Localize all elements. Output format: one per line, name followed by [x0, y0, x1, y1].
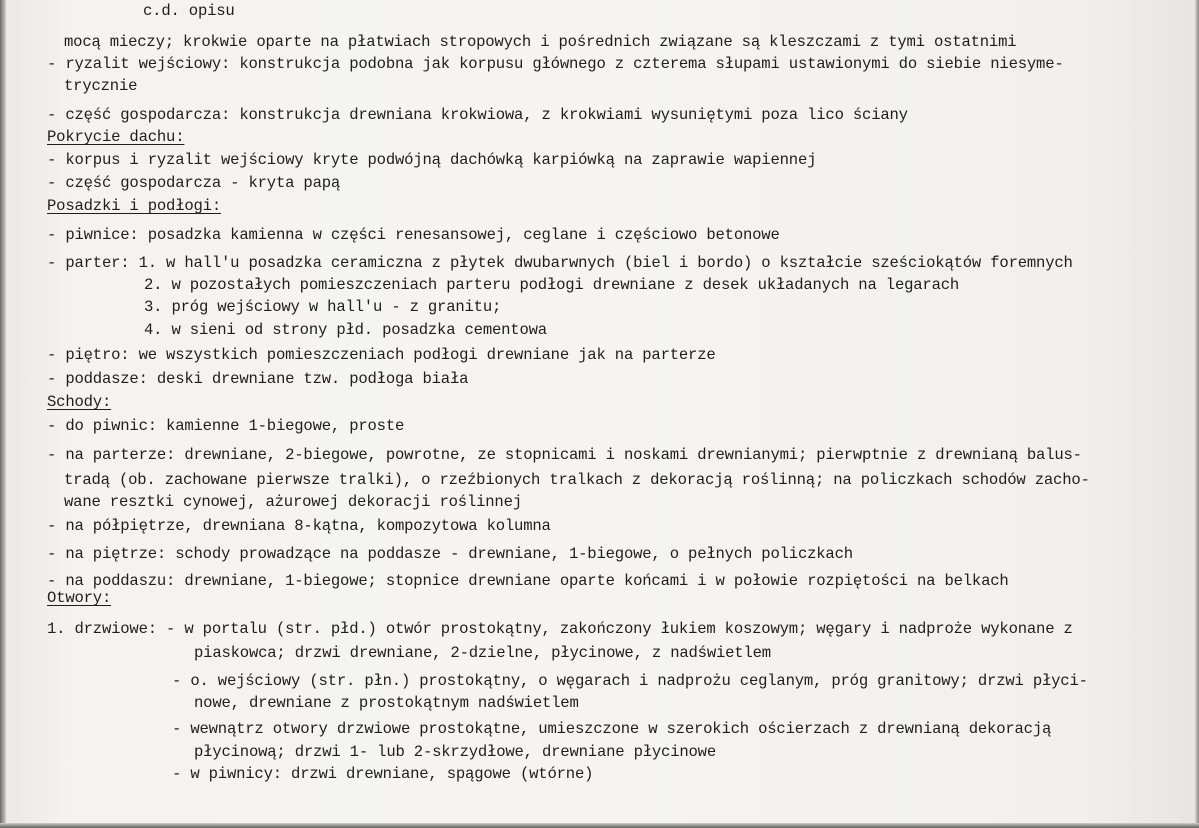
text-line: - na piętrze: schody prowadzące na poddasze - drewniane, 1-biegowe, o pełnych policzkach — [47, 545, 853, 563]
text-line: 1. drzwiowe: - w portalu (str. płd.) otwór prostokątny, zakończony łukiem koszowym; węgary i nadproże wykonane z — [47, 620, 1073, 638]
text-line: tradą (ob. zachowane pierwsze tralki), o rzeźbionych tralkach z dekoracją roślinną; na policzkach schodów zacho- — [64, 471, 1090, 489]
text-line: mocą mieczy; krokwie oparte na płatwiach stropowych i pośrednich związane są kleszczami z tymi ostatnimi — [64, 33, 1017, 51]
text-line: - część gospodarcza - kryta papą — [47, 174, 341, 192]
text-line: - piwnice: posadzka kamienna w części renesansowej, ceglane i częściowo betonowe — [47, 226, 780, 244]
scan-edge-bottom — [0, 823, 1199, 828]
text-line: - ryzalit wejściowy: konstrukcja podobna jak korpusu głównego z czterema słupami ustawionymi do siebie niesyme- — [47, 55, 1064, 73]
text-line: - o. wejściowy (str. płn.) prostokątny, o węgarach i nadprożu ceglanym, próg granitowy; drzwi płyci- — [172, 672, 1088, 690]
text-line: - na parterze: drewniane, 2-biegowe, powrotne, ze stopnicami i noskami drewnianymi; pierwptnie z drewnianą balus- — [47, 446, 1082, 464]
text-line: - na poddaszu: drewniane, 1-biegowe; stopnice drewniane oparte końcami i w połowie rozpiętości na belkach — [47, 572, 1009, 590]
text-line: - w piwnicy: drzwi drewniane, spągowe (wtórne) — [172, 765, 594, 783]
text-line: - wewnątrz otwory drzwiowe prostokątne, umieszczone w szerokich ościerzach z drewnianą dekoracją — [172, 720, 1052, 738]
scan-edge-right — [1195, 0, 1199, 828]
text-line: płycinową; drzwi 1- lub 2-skrzydłowe, drewniane płycinowe — [194, 743, 716, 761]
text-line: - piętro: we wszystkich pomieszczeniach podłogi drewniane jak na parterze — [47, 346, 716, 364]
text-line: - część gospodarcza: konstrukcja drewniana krokwiowa, z krokwiami wysuniętymi poza lico ściany — [47, 106, 908, 124]
text-line: piaskowca; drzwi drewniane, 2-dzielne, płycinowe, z nadświetlem — [194, 644, 771, 662]
text-line: 2. w pozostałych pomieszczeniach parteru podłogi drewniane z desek układanych na legarach — [144, 276, 960, 294]
text-line: trycznie — [64, 77, 138, 95]
text-line: - parter: 1. w hall'u posadzka ceramiczna z płytek dwubarwnych (biel i bordo) o kształcie sześciokątów foremnych — [47, 254, 1073, 272]
section-heading: Pokrycie dachu: — [47, 128, 185, 146]
text-line: nowe, drewniane z prostokątnym nadświetlem — [194, 694, 579, 712]
scan-edge-left — [0, 0, 6, 828]
text-line: - na półpiętrze, drewniana 8-kątna, kompozytowa kolumna — [47, 517, 551, 535]
text-line: 3. próg wejściowy w hall'u - z granitu; — [144, 298, 502, 316]
text-line: wane resztki cynowej, ażurowej dekoracji roślinnej — [64, 493, 522, 511]
text-line: - korpus i ryzalit wejściowy kryte podwójną dachówką karpiówką na zaprawie wapiennej — [47, 151, 817, 169]
text-line: c.d. opisu — [143, 2, 235, 20]
text-line: - poddasze: deski drewniane tzw. podłoga biała — [47, 370, 469, 388]
section-heading: Otwory: — [47, 589, 112, 607]
section-heading: Schody: — [47, 393, 112, 411]
section-heading: Posadzki i podłogi: — [47, 197, 221, 215]
text-line: 4. w sieni od strony płd. posadzka cementowa — [144, 321, 547, 339]
text-line: - do piwnic: kamienne 1-biegowe, proste — [47, 417, 405, 435]
